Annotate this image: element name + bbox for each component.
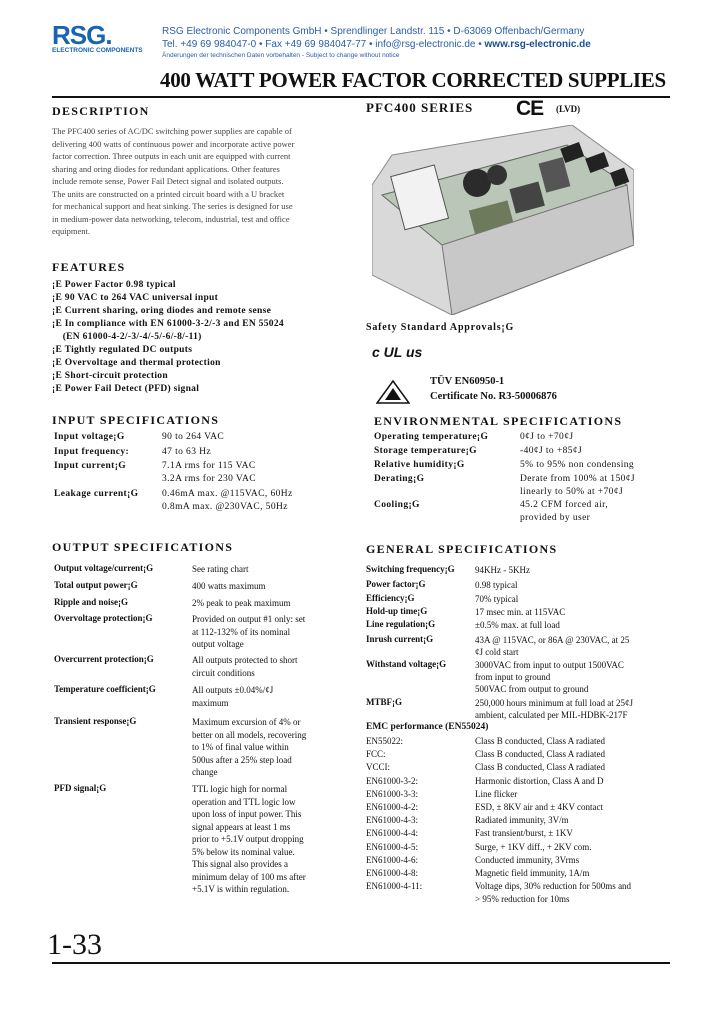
emc-standard: EN61000-3-3: (366, 788, 418, 799)
input-spec-label: Input frequency: (54, 447, 130, 457)
output-spec-value (192, 654, 342, 679)
output-spec-line: to 1% of final value within (192, 742, 289, 752)
environmental-heading: ENVIRONMENTAL SPECIFICATIONS (374, 414, 623, 428)
emc-standard: EN55022: (366, 736, 403, 746)
input-specs-heading: INPUT SPECIFICATIONS (52, 413, 220, 427)
general-spec-line: ambient, calculated per MIL-HDBK-217F (475, 710, 628, 720)
general-spec-line: 500VAC from output to ground (475, 684, 589, 694)
general-spec-label: MTBF¡G (366, 697, 402, 707)
company-address (162, 25, 591, 51)
feature-item: (EN 61000-4-2/-3/-4/-5/-6/-8/-11) (52, 332, 202, 342)
output-spec-value (192, 684, 342, 709)
env-spec-value: 45.2 CFM forced air, (520, 500, 609, 510)
feature-item: ¡E Power Fail Detect (PFD) signal (52, 384, 200, 394)
description-heading: DESCRIPTION (52, 104, 150, 118)
general-spec-value (475, 619, 675, 631)
general-spec-value (475, 634, 675, 658)
input-spec-value: 90 to 264 VAC (162, 432, 225, 442)
general-spec-line: 250,000 hours minimum at full load at 25¢J (475, 698, 633, 708)
input-spec-value: 3.2A rms for 230 VAC (162, 474, 256, 484)
general-spec-line: ±0.5% max. at full load (475, 620, 560, 630)
features-list (52, 279, 372, 396)
general-spec-value (475, 697, 675, 721)
description-line: The PFC400 series of AC/DC switching power supplies are capable of (52, 126, 292, 136)
emc-result: Magnetic field immunity, 1A/m (475, 868, 590, 878)
output-spec-value (192, 716, 342, 779)
env-spec-label: Derating¡G (374, 474, 425, 484)
description-line: for mechanical support and heat sinking. The series is designed for use (52, 201, 293, 211)
output-spec-line: signal appears at least 1 ms (192, 821, 291, 832)
ce-note: (LVD) (556, 104, 581, 114)
emc-standard: FCC: (366, 749, 386, 760)
description-line: include remote sense, Power Fail Detect signal and isolated outputs. (52, 176, 284, 186)
output-spec-label: Temperature coefficient¡G (54, 684, 156, 694)
company-logo: RSG. (52, 20, 112, 50)
general-spec-label: Inrush current¡G (366, 634, 434, 644)
emc-standard: EN61000-4-2: (366, 802, 418, 812)
general-spec-line: from input to ground (475, 672, 551, 682)
feature-item: ¡E Power Factor 0.98 typical (52, 280, 176, 290)
output-spec-line: +5.1V is within regulation. (192, 884, 290, 894)
output-spec-label: Overcurrent protection¡G (54, 654, 154, 664)
general-spec-value (475, 579, 675, 591)
emc-standard: EN61000-4-8: (366, 868, 418, 878)
tuv-certificate: Certificate No. R3-50006876 (430, 391, 557, 402)
output-spec-label: Output voltage/current¡G (54, 563, 154, 573)
website-link[interactable]: www.rsg-electronic.de (484, 39, 591, 50)
output-spec-line: 500us after a 25% step load (192, 754, 292, 765)
general-spec-value (475, 564, 675, 576)
general-specs-heading: GENERAL SPECIFICATIONS (366, 542, 558, 556)
general-spec-line: 0.98 typical (475, 580, 518, 590)
general-spec-line: ¢J cold start (475, 647, 519, 657)
output-spec-label: Ripple and noise¡G (54, 597, 129, 607)
input-spec-label: Leakage current¡G (54, 489, 139, 499)
description-text (52, 125, 352, 238)
output-spec-value (192, 597, 342, 610)
general-spec-line: 94KHz - 5KHz (475, 565, 530, 575)
emc-result: Radiated immunity, 3V/m (475, 815, 569, 826)
output-spec-value (192, 783, 342, 896)
general-spec-line: 70% typical (475, 594, 519, 604)
output-spec-line: Maximum excursion of 4% or (192, 717, 301, 727)
output-spec-line: better on all models, recovering (192, 729, 307, 740)
address-line-1: RSG Electronic Components GmbH • Sprendlinger Landstr. 115 • D-63069 Offenbach/Germany (162, 26, 585, 37)
output-spec-line: TTL logic high for normal (192, 784, 288, 794)
feature-item: ¡E Current sharing, oring diodes and remote sense (52, 306, 272, 316)
output-spec-line: 2% peak to peak maximum (192, 598, 291, 608)
emc-result: Class B conducted, Class A radiated (475, 762, 605, 773)
emc-standard: EN61000-3-2: (366, 775, 418, 786)
output-spec-line: All outputs ±0.04%/¢J (192, 685, 274, 695)
input-spec-value: 0.46mA max. @115VAC, 60Hz (162, 489, 293, 499)
change-notice: Änderungen der technischen Daten vorbehalten - Subject to change without notice (162, 52, 400, 59)
description-line: factor correction. Three outputs in each unit are equipped with current (52, 151, 291, 161)
emc-standard: EN61000-4-4: (366, 828, 418, 839)
address-line-2 (162, 38, 591, 51)
output-spec-line: This signal also provides a (192, 859, 288, 869)
description-line: in medium-power data networking, telecom, industrial, test and office (52, 213, 290, 224)
emc-standard: EN61000-4-11: (366, 881, 423, 892)
output-spec-line: change (192, 767, 218, 777)
general-spec-line: 17 msec min. at 115VAC (475, 607, 566, 617)
page-title: 400 WATT POWER FACTOR CORRECTED SUPPLIES (160, 68, 666, 92)
general-spec-line: 3000VAC from input to output 1500VAC (475, 660, 624, 670)
emc-result: > 95% reduction for 10ms (475, 894, 570, 905)
feature-item: ¡E 90 VAC to 264 VAC universal input (52, 293, 219, 303)
env-spec-label: Relative humidity¡G (374, 460, 465, 470)
output-spec-line: 5% below its nominal value. (192, 846, 295, 857)
product-photo (372, 125, 634, 315)
output-spec-line: See rating chart (192, 564, 249, 574)
env-spec-label: Cooling¡G (374, 500, 420, 510)
env-spec-value: provided by user (520, 513, 591, 523)
output-spec-line: All outputs protected to short (192, 655, 298, 665)
general-spec-value (475, 606, 675, 618)
emc-result: ESD, ± 8KV air and ± 4KV contact (475, 802, 604, 812)
emc-result: Fast transient/burst, ± 1KV (475, 828, 573, 839)
emc-result: Class B conducted, Class A radiated (475, 736, 605, 746)
emc-result: Line flicker (475, 788, 518, 799)
output-spec-line: 400 watts maximum (192, 581, 266, 591)
title-divider (52, 96, 670, 98)
env-spec-value: -40¢J to +85¢J (520, 446, 583, 456)
env-spec-value: Derate from 100% at 150¢J (520, 474, 635, 484)
output-spec-label: Total output power¡G (54, 580, 138, 590)
general-spec-label: Line regulation¡G (366, 619, 436, 629)
output-spec-line: maximum (192, 697, 229, 708)
feature-item: ¡E Overvoltage and thermal protection (52, 358, 221, 368)
emc-standard: VCCI: (366, 762, 391, 773)
general-spec-line: 43A @ 115VAC, or 86A @ 230VAC, at 25 (475, 635, 630, 645)
features-heading: FEATURES (52, 260, 126, 274)
emc-result: Voltage dips, 30% reduction for 500ms and (475, 881, 632, 892)
output-spec-label: PFD signal¡G (54, 783, 107, 793)
output-spec-line: output voltage (192, 639, 244, 649)
output-specs-heading: OUTPUT SPECIFICATIONS (52, 540, 234, 554)
description-line: delivering 400 watts of continuous power and incorporate active power (52, 138, 295, 149)
input-spec-label: Input current¡G (54, 461, 127, 471)
env-spec-label: Storage temperature¡G (374, 446, 477, 456)
output-spec-label: Transient response¡G (54, 716, 137, 726)
output-spec-line: operation and TTL logic low (192, 796, 296, 807)
emc-standard: EN61000-4-5: (366, 841, 418, 852)
description-line: The units are constructed on a printed circuit board with a U bracket (52, 188, 285, 199)
contact-info: Tel. +49 69 984047-0 • Fax +49 69 984047-77 • info@rsg-electronic.de • (162, 39, 485, 50)
output-spec-line: minimum delay of 100 ms after (192, 871, 306, 882)
output-spec-label: Overvoltage protection¡G (54, 613, 153, 623)
general-spec-label: Power factor¡G (366, 579, 426, 589)
general-spec-label: Withstand voltage¡G (366, 659, 447, 669)
emc-heading: EMC performance (EN55024) (366, 722, 489, 732)
input-spec-label: Input voltage¡G (54, 432, 125, 442)
series-title: PFC400 SERIES (366, 100, 474, 115)
output-spec-line: Provided on output #1 only: set (192, 614, 306, 624)
general-spec-value (475, 659, 675, 695)
description-line: equipment. (52, 226, 91, 236)
output-spec-value (192, 563, 342, 576)
general-spec-label: Efficiency¡G (366, 593, 415, 603)
input-spec-value: 0.8mA max. @230VAC, 50Hz (162, 502, 288, 512)
feature-item: ¡E Tightly regulated DC outputs (52, 345, 193, 355)
env-spec-value: 0¢J to +70¢J (520, 432, 574, 442)
output-spec-line: upon loss of input power. This (192, 809, 302, 819)
output-spec-line: at 112-132% of its nominal (192, 626, 291, 637)
feature-item: ¡E Short-circuit protection (52, 371, 168, 381)
feature-item: ¡E In compliance with EN 61000-3-2/-3 and EN 55024 (52, 319, 284, 329)
emc-result: Surge, + 1KV diff., + 2KV com. (475, 841, 592, 852)
output-spec-value (192, 613, 342, 651)
description-line: sharing and oring diodes for redundant applications. Other features (52, 163, 280, 174)
env-spec-label: Operating temperature¡G (374, 432, 489, 442)
input-spec-value: 47 to 63 Hz (162, 447, 211, 457)
general-spec-label: Hold-up time¡G (366, 606, 428, 616)
output-spec-line: circuit conditions (192, 667, 255, 678)
safety-heading: Safety Standard Approvals¡G (366, 322, 515, 333)
general-spec-value (475, 593, 675, 605)
general-spec-label: Switching frequency¡G (366, 564, 455, 574)
tuv-mark-icon (376, 380, 410, 404)
input-spec-value: 7.1A rms for 115 VAC (162, 461, 256, 471)
emc-result: Harmonic distortion, Class A and D (475, 775, 604, 786)
env-spec-value: 5% to 95% non condensing (520, 460, 635, 470)
ce-mark: CE (516, 97, 544, 120)
company-logo-subtitle: ELECTRONIC COMPONENTS (52, 47, 143, 54)
emc-result: Class B conducted, Class A radiated (475, 749, 605, 760)
emc-standard: EN61000-4-3: (366, 815, 418, 826)
footer-divider (52, 962, 670, 964)
env-spec-value: linearly to 50% at +70¢J (520, 487, 624, 497)
emc-result: Conducted immunity, 3Vrms (475, 854, 580, 865)
ul-mark: c UL us (372, 344, 423, 360)
emc-standard: EN61000-4-6: (366, 854, 418, 865)
output-spec-value (192, 580, 342, 593)
output-spec-line: prior to +5.1V output dropping (192, 834, 304, 844)
tuv-standard: TÜV EN60950-1 (430, 376, 505, 387)
page-number: 1-33 (47, 928, 102, 961)
